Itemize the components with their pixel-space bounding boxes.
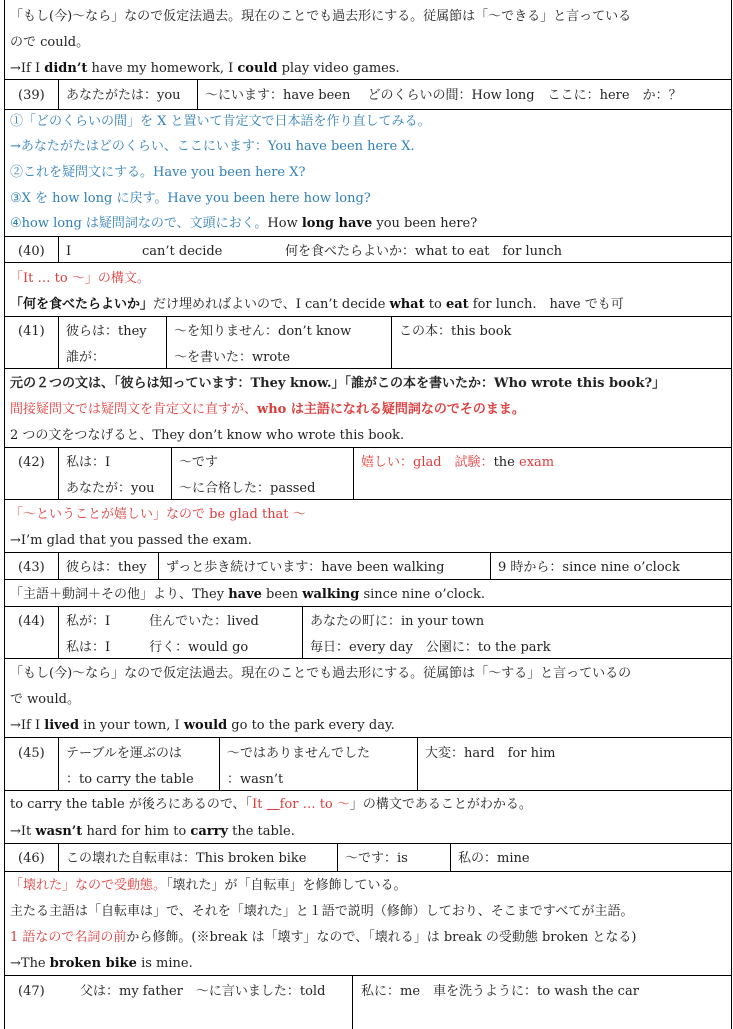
column-divider [58,316,59,368]
row-divider [4,871,732,872]
explanation-line: 元の２つの文は、「彼らは知っています：They know.」「誰がこの本を書いたか：Who wrote this book?」 [10,376,666,391]
question-number: (40) [18,244,45,259]
row-divider [4,447,732,448]
answer-line: 「主語＋動詞＋その他」より、They have been walking since nine o’clock. [10,587,486,602]
answer-line: →I’m glad that you passed the exam. [10,533,252,548]
vocab-cell: ～にいます：have been どのくらいの間：How long ここに：here か：？ [205,88,682,103]
vocab-cell: 誰が： [66,350,106,365]
vocab-cell: 嬉しい：glad 試験：the exam [361,455,555,470]
row-divider [4,606,732,607]
row-divider [4,579,732,580]
column-divider [302,606,303,658]
column-divider [219,737,220,790]
vocab-cell: ～です [179,455,219,470]
vocab-cell: あなたがたは：you [66,88,181,103]
row-divider [4,843,732,844]
row-divider [4,79,732,80]
column-divider [391,316,392,368]
vocab-cell: この壊れた自転車は：This broken bike [66,851,307,866]
explanation-line: 「もし(今)～なら」なので仮定法過去。現在のことでも過去形にする。従属節は「～する」と言っているの [10,666,632,681]
column-divider [58,447,59,499]
explanation-line: 「もし(今)～なら」なので仮定法過去。現在のことでも過去形にする。従属節は「～できる」と言っている [10,9,632,24]
question-number: (39) [18,88,45,103]
row-divider [4,368,732,369]
vocab-cell: 私に：me 車を洗うように：to wash the car [361,984,639,999]
column-divider [166,316,167,368]
column-divider [158,552,159,579]
question-number: (45) [18,746,45,761]
vocab-cell: 9 時から：since nine o’clock [498,560,680,575]
explanation-line: 「何を食べたらよいか」だけ埋めればよいので、I can’t decide what to eat for lunch. have でも可 [10,297,624,312]
vocab-cell: この本：this book [399,324,512,339]
question-number: (47) [18,984,45,999]
vocab-cell: ずっと歩き続けています：have been walking [166,560,445,575]
vocab-cell: テーブルを運ぶのは [66,746,182,761]
explanation-line: 主たる主語は「自転車は」で、それを「壊れた」と１語で説明（修飾）しており、そこまですべてが主語。 [10,904,634,919]
question-number: (44) [18,614,45,629]
vocab-cell: ～ではありませんでした [227,746,371,761]
column-divider [352,975,353,1029]
answer-line: →If I lived in your town, I would go to the park every day. [10,718,395,733]
explanation-line: 2 つの文をつなげると、They don’t know who wrote this book. [10,428,405,443]
explanation-line: で would。 [10,692,80,707]
column-divider [58,552,59,579]
column-divider [490,552,491,579]
row-divider [4,737,732,738]
explanation-line: 「壊れた」なので受動態。「壊れた」が「自転車」を修飾している。 [10,878,407,893]
question-number: (42) [18,455,45,470]
explanation-line: 1 語なので名詞の前から修飾。(※break は「壊す」なので、「壊れる」は break の受動態 broken となる) [10,930,637,945]
vocab-cell: I [66,244,72,259]
column-divider [171,447,172,499]
vocab-cell: 毎日：every day 公園に：to the park [310,640,551,655]
row-divider [4,262,732,263]
vocab-cell: 彼らは：they [66,560,147,575]
vocab-cell: 父は：my father ～に言いました：told [80,984,326,999]
step-line: →あなたがたはどのくらい、ここにいます：You have been here X. [10,139,415,154]
column-divider [58,236,59,262]
vocab-cell: ～を書いた：wrote [174,350,291,365]
row-divider [4,109,732,110]
row-divider [4,552,732,553]
column-divider [197,79,198,109]
vocab-cell: あなたの町に：in your town [310,614,485,629]
column-divider [58,606,59,658]
vocab-cell: 私は：I [66,455,111,470]
row-divider [4,499,732,500]
answer-line: →It wasn’t hard for him to carry the table. [10,824,295,839]
vocab-cell: 私の：mine [458,851,530,866]
step-line: ①「どのくらいの間」を X と置いて肯定文で日本語を作り直してみる。 [10,114,431,129]
column-divider [337,843,338,871]
vocab-cell: 大変：hard for him [425,746,556,761]
explanation-line: 間接疑問文では疑問文を肯定文に直すが、who は主語になれる疑問詞なのでそのまま。 [10,402,525,417]
explanation-line: 「It … to ～」の構文。 [10,271,150,286]
vocab-cell: ～を知りません：don’t know [174,324,352,339]
column-divider [450,843,451,871]
explanation-line: 「～ということが嬉しい」なので be glad that ～ [10,507,306,522]
question-number: (41) [18,324,45,339]
step-line: ②これを疑問文にする。Have you been here X? [10,165,306,180]
answer-line: →If I didn’t have my homework, I could play video games. [10,61,400,76]
vocab-cell: 彼らは：they [66,324,147,339]
row-divider [4,975,732,976]
column-divider [58,737,59,790]
vocab-cell: 私は：I 行く：would go [66,640,249,655]
column-divider [58,79,59,109]
vocab-cell: can’t decide [142,244,223,259]
column-divider [58,843,59,871]
vocab-cell: 何を食べたらよいか：what to eat for lunch [285,244,562,259]
explanation-line: ので could。 [10,35,90,50]
question-number: (46) [18,851,45,866]
row-divider [4,790,732,791]
step-line: ④how long は疑問詞なので、文頭におく。How long have you been here? [10,216,478,231]
column-divider [353,447,354,499]
step-line: ③X を how long に戻す。Have you been here how long? [10,191,371,206]
vocab-cell: あなたが：you [66,481,155,496]
vocab-cell: 私が：I 住んでいた：lived [66,614,259,629]
vocab-cell: ：to carry the table [66,772,194,787]
vocab-cell: ：wasn’t [227,772,284,787]
row-divider [4,236,732,237]
vocab-cell: ～に合格した：passed [179,481,316,496]
explanation-line: to carry the table が後ろにあるので、「It for … to ～」の構文であることがわかる。 [10,797,532,812]
row-divider [4,316,732,317]
answer-line: →The broken bike is mine. [10,956,193,971]
vocab-cell: ～です：is [345,851,408,866]
row-divider [4,658,732,659]
question-number: (43) [18,560,45,575]
column-divider [417,737,418,790]
